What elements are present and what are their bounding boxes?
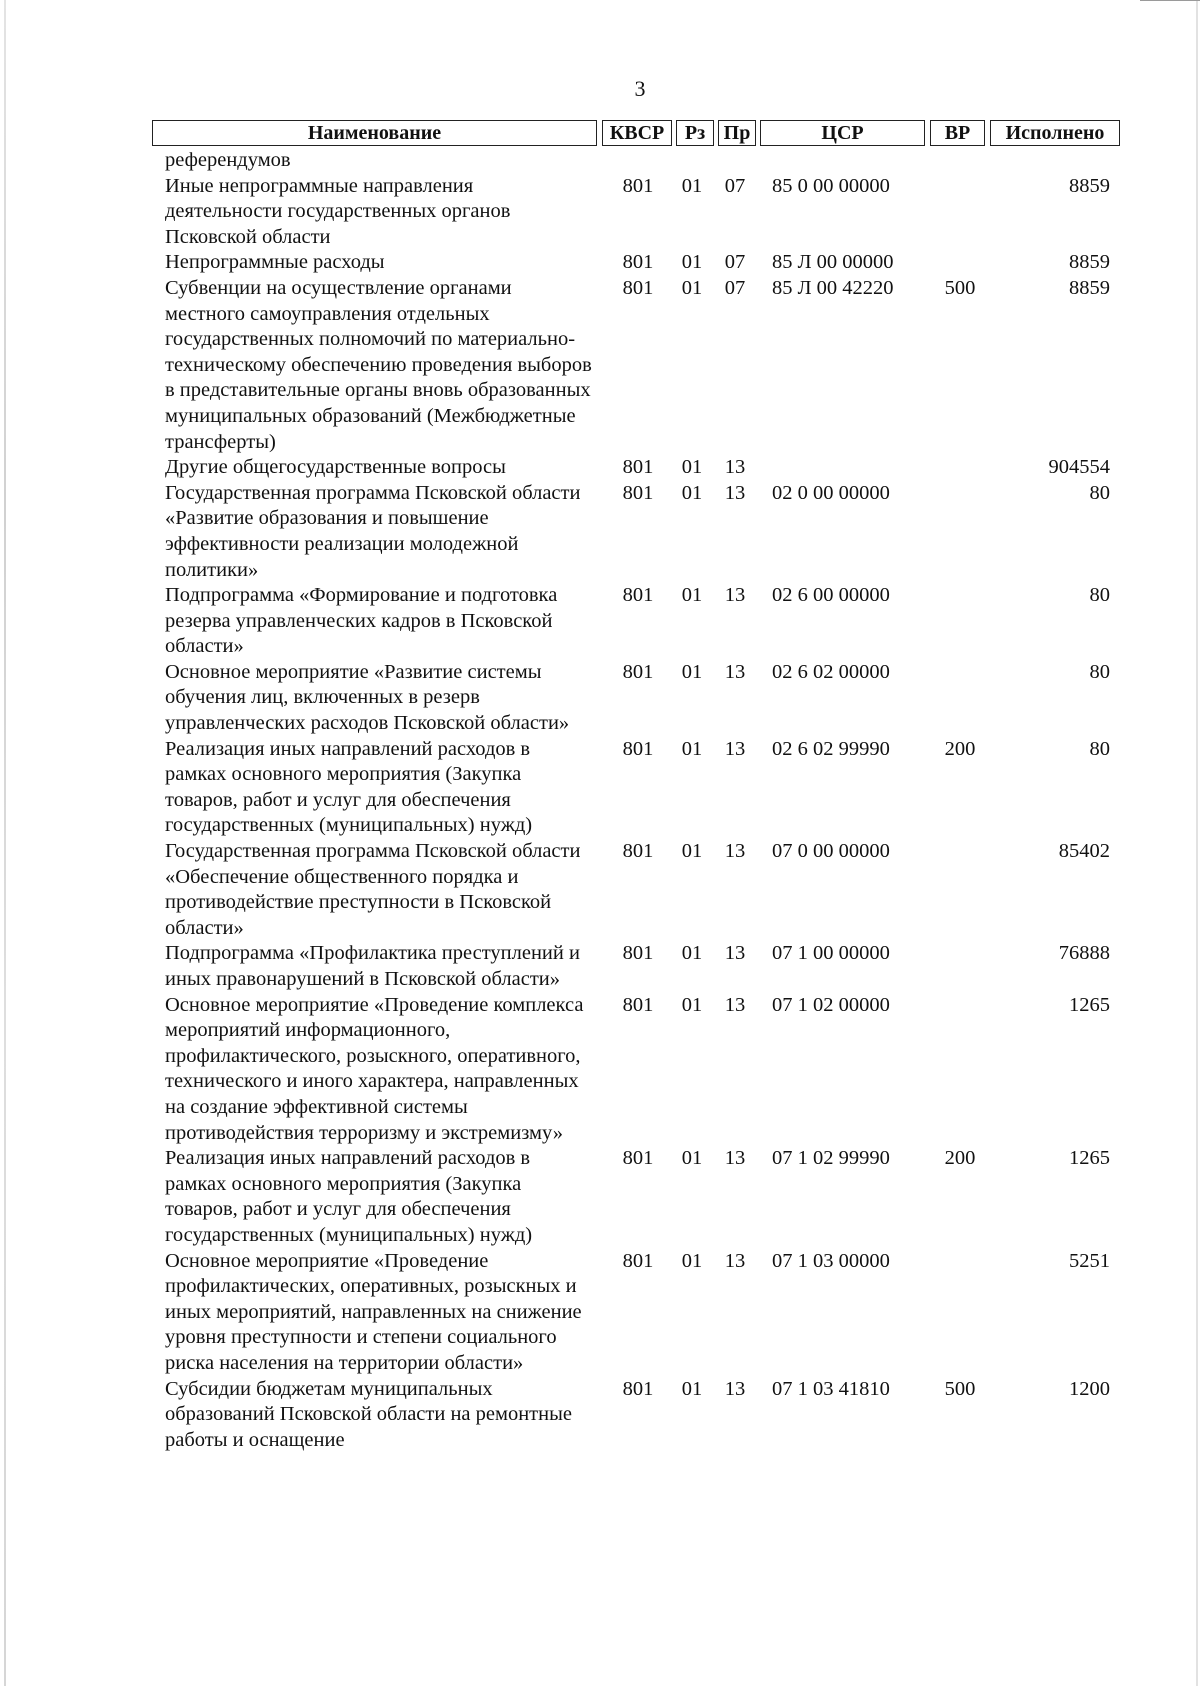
row-kvsr: 801 xyxy=(622,584,654,607)
row-vr: 500 xyxy=(944,1377,976,1400)
row-kvsr: 801 xyxy=(622,1249,654,1272)
row-rz: 01 xyxy=(681,993,703,1016)
row-rz: 01 xyxy=(681,1249,703,1272)
row-rz: 01 xyxy=(681,660,703,683)
row-rz: 01 xyxy=(681,1147,703,1170)
header-rz: Рз xyxy=(676,120,714,146)
row-isp: 80 xyxy=(1089,737,1110,760)
table-row xyxy=(165,174,1115,251)
row-isp: 1265 xyxy=(1069,993,1110,1016)
table-row xyxy=(165,941,1115,992)
row-vr: 200 xyxy=(944,1147,976,1170)
row-name: Государственная программа Псковской области «Развитие образования и повышение эффективности реализации молодежной политики» xyxy=(165,481,581,581)
row-name: Подпрограмма «Формирование и подготовка резерва управленческих кадров в Псковской области» xyxy=(165,584,558,658)
page-number: 3 xyxy=(634,76,646,101)
table-row xyxy=(165,250,1115,276)
row-isp: 80 xyxy=(1089,660,1110,683)
row-name: Основное мероприятие «Развитие системы обучения лиц, включенных в резерв управленческих расходов Псковской области» xyxy=(165,660,570,735)
row-csr: 85 Л 00 42220 xyxy=(772,276,894,299)
row-kvsr: 801 xyxy=(622,1147,654,1170)
row-kvsr: 801 xyxy=(622,174,654,197)
row-name: Непрограммные расходы xyxy=(165,251,385,274)
row-rz: 01 xyxy=(681,584,703,607)
row-pr: 07 xyxy=(724,276,746,299)
table-header xyxy=(152,120,1120,148)
row-rz: 01 xyxy=(681,251,703,274)
row-isp: 8859 xyxy=(1069,276,1110,299)
row-name: Основное мероприятие «Проведение комплекса мероприятий информационного, профилактического, розыскного, оперативного, технического и иного характера, направленных на создание эффективной системы противодействия терроризму и экстремизму» xyxy=(165,993,584,1144)
row-csr: 02 6 02 99990 xyxy=(772,737,890,760)
row-kvsr: 801 xyxy=(622,481,654,504)
table-row xyxy=(165,737,1115,839)
table-row xyxy=(165,1377,1115,1454)
table-body xyxy=(165,148,1115,1453)
row-csr: 07 1 02 99990 xyxy=(772,1147,890,1170)
row-name: Подпрограмма «Профилактика преступлений и иных правонарушений в Псковской области» xyxy=(165,942,580,990)
row-pr: 13 xyxy=(724,942,746,965)
row-kvsr: 801 xyxy=(622,456,654,479)
row-rz: 01 xyxy=(681,174,703,197)
table-row xyxy=(165,455,1115,481)
row-kvsr: 801 xyxy=(622,660,654,683)
row-csr: 85 Л 00 00000 xyxy=(772,251,894,274)
row-csr: 07 1 02 00000 xyxy=(772,993,890,1016)
row-isp: 85402 xyxy=(1058,840,1110,863)
row-name: Реализация иных направлений расходов в рамках основного мероприятия (Закупка товаров, работ и услуг для обеспечения государственных (муниципальных) нужд) xyxy=(165,1147,533,1246)
row-pr: 13 xyxy=(724,660,746,683)
row-vr: 200 xyxy=(944,737,976,760)
header-name: Наименование xyxy=(152,120,597,146)
table-row xyxy=(165,481,1115,583)
row-csr: 02 6 00 00000 xyxy=(772,584,890,607)
row-name: Другие общегосударственные вопросы xyxy=(165,456,506,479)
row-pr: 13 xyxy=(724,584,746,607)
row-isp: 8859 xyxy=(1069,174,1110,197)
row-isp: 1265 xyxy=(1069,1147,1110,1170)
header-csr: ЦСР xyxy=(760,120,925,146)
row-vr: 500 xyxy=(944,276,976,299)
row-rz: 01 xyxy=(681,276,703,299)
row-csr: 07 0 00 00000 xyxy=(772,840,890,863)
row-kvsr: 801 xyxy=(622,737,654,760)
row-kvsr: 801 xyxy=(622,1377,654,1400)
row-pr: 13 xyxy=(724,1147,746,1170)
row-rz: 01 xyxy=(681,1377,703,1400)
row-csr: 07 1 03 41810 xyxy=(772,1377,890,1400)
table-row xyxy=(165,839,1115,941)
row-kvsr: 801 xyxy=(622,840,654,863)
table-row xyxy=(165,1146,1115,1248)
row-csr: 02 6 02 00000 xyxy=(772,660,890,683)
row-pr: 13 xyxy=(724,1377,746,1400)
row-isp: 80 xyxy=(1089,584,1110,607)
row-name: Государственная программа Псковской области «Обеспечение общественного порядка и противодействие преступности в Псковской области» xyxy=(165,840,581,939)
header-vr: ВР xyxy=(930,120,985,146)
row-name: Основное мероприятие «Проведение профилактических, оперативных, розыскных и иных мероприятий, направленных на снижение уровня преступности и степени социального риска населения на территории области» xyxy=(165,1249,582,1374)
row-rz: 01 xyxy=(681,737,703,760)
row-pr: 13 xyxy=(724,993,746,1016)
row-pr: 13 xyxy=(724,737,746,760)
row-kvsr: 801 xyxy=(622,251,654,274)
row-rz: 01 xyxy=(681,942,703,965)
row-rz: 01 xyxy=(681,481,703,504)
row-pr: 07 xyxy=(724,174,746,197)
row-name: референдумов xyxy=(165,149,291,171)
row-pr: 13 xyxy=(724,840,746,863)
table-row xyxy=(165,660,1115,737)
row-isp: 76888 xyxy=(1058,942,1110,965)
header-pr: Пр xyxy=(718,120,756,146)
row-kvsr: 801 xyxy=(622,993,654,1016)
row-csr: 02 0 00 00000 xyxy=(772,481,890,504)
table-row xyxy=(165,993,1115,1147)
scan-edge-left xyxy=(4,0,6,1686)
header-isp: Исполнено xyxy=(990,120,1120,146)
scan-edge-right xyxy=(1196,0,1198,1686)
row-isp: 80 xyxy=(1089,481,1110,504)
row-kvsr: 801 xyxy=(622,942,654,965)
row-name: Реализация иных направлений расходов в рамках основного мероприятия (Закупка товаров, работ и услуг для обеспечения государственных (муниципальных) нужд) xyxy=(165,737,533,837)
row-pr: 07 xyxy=(724,251,746,274)
row-csr: 07 1 03 00000 xyxy=(772,1249,890,1272)
table-row xyxy=(165,583,1115,660)
row-name: Субсидии бюджетам муниципальных образований Псковской области на ремонтные работы и оснащение xyxy=(165,1377,572,1451)
row-pr: 13 xyxy=(724,481,746,504)
row-isp: 8859 xyxy=(1069,251,1110,274)
row-name: Субвенции на осуществление органами местного самоуправления отдельных государственных полномочий по материально-техническому обеспечению проведения выборов в представительные органы вновь образованных муниципальных образований (Межбюджетные трансферты) xyxy=(165,276,592,453)
scan-edge-top-right xyxy=(1140,0,1200,1)
table-row xyxy=(165,148,1115,174)
row-isp: 5251 xyxy=(1069,1249,1110,1272)
row-pr: 13 xyxy=(724,456,746,479)
row-kvsr: 801 xyxy=(622,276,654,299)
row-rz: 01 xyxy=(681,840,703,863)
row-isp: 904554 xyxy=(1048,456,1110,479)
row-csr: 85 0 00 00000 xyxy=(772,174,890,197)
table-row xyxy=(165,1249,1115,1377)
row-csr: 07 1 00 00000 xyxy=(772,942,890,965)
row-rz: 01 xyxy=(681,456,703,479)
row-isp: 1200 xyxy=(1069,1377,1110,1400)
header-kvsr: КВСР xyxy=(602,120,672,146)
table-row xyxy=(165,276,1115,455)
row-pr: 13 xyxy=(724,1249,746,1272)
row-name: Иные непрограммные направления деятельности государственных органов Псковской области xyxy=(165,174,511,248)
